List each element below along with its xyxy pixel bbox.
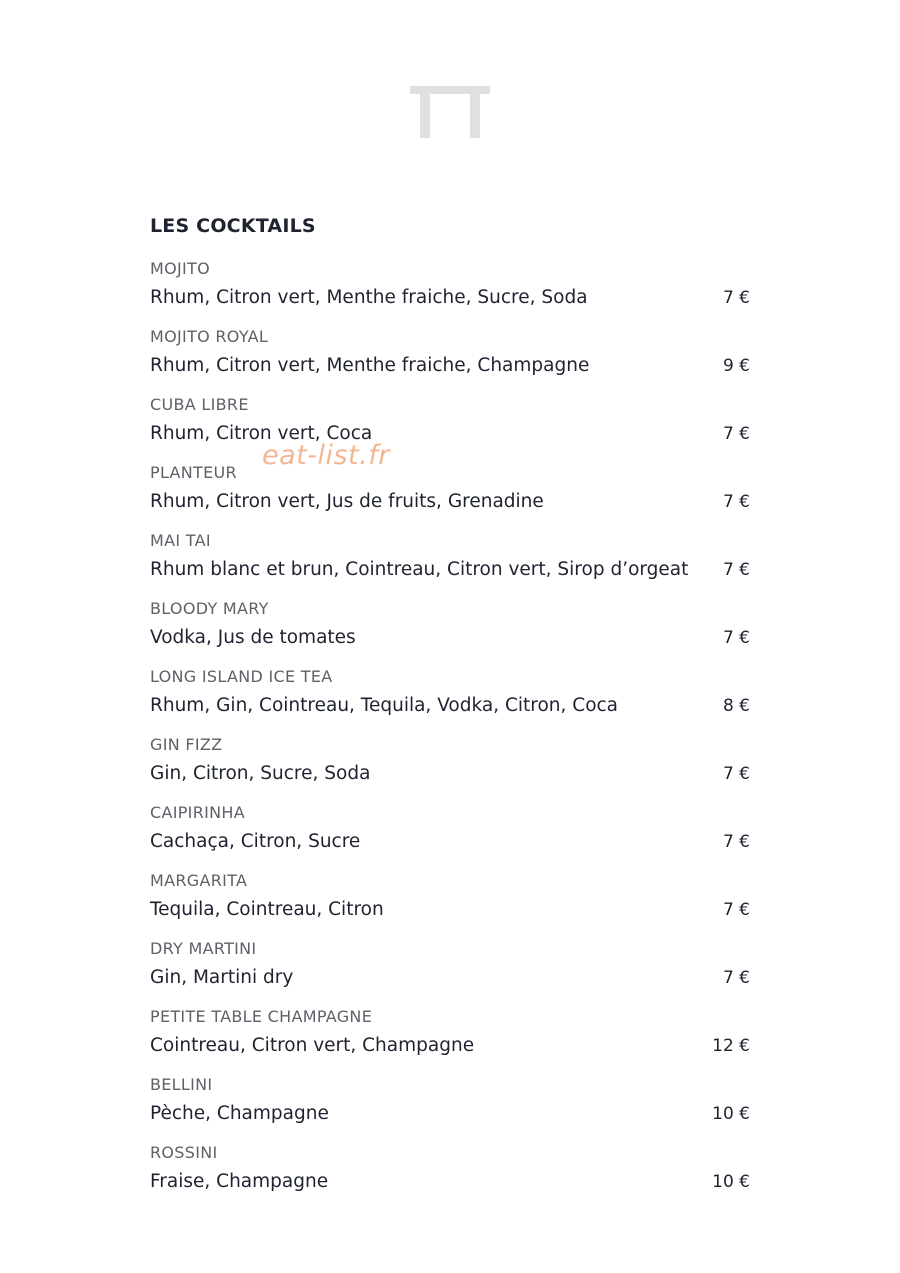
item-description: Fraise, Champagne [150, 1171, 329, 1192]
item-price: 12 € [712, 1036, 750, 1056]
item-description: Rhum, Citron vert, Menthe fraiche, Champagne [150, 355, 590, 376]
item-price: 7 € [722, 560, 750, 580]
logo-right-leg [470, 86, 480, 138]
item-description: Cachaça, Citron, Sucre [150, 831, 361, 852]
item-price: 7 € [722, 492, 750, 512]
menu-item [150, 461, 750, 529]
item-price: 9 € [722, 356, 750, 376]
item-price: 7 € [722, 900, 750, 920]
item-name: PETITE TABLE CHAMPAGNE [150, 1007, 373, 1026]
menu-item [150, 325, 750, 393]
item-name: MARGARITA [150, 871, 248, 890]
item-name: MOJITO [150, 259, 211, 278]
item-price: 7 € [722, 424, 750, 444]
item-description: Vodka, Jus de tomates [150, 627, 356, 648]
logo-left-leg [420, 86, 430, 138]
menu-item [150, 257, 750, 325]
item-description: Tequila, Cointreau, Citron [150, 899, 384, 920]
menu-item [150, 869, 750, 937]
menu-item [150, 1141, 750, 1209]
cocktail-list [150, 257, 750, 1209]
item-description: Gin, Martini dry [150, 967, 294, 988]
menu-item [150, 937, 750, 1005]
section-title: LES COCKTAILS [150, 215, 316, 237]
item-name: MAI TAI [150, 531, 211, 550]
item-price: 7 € [722, 968, 750, 988]
item-name: PLANTEUR [150, 463, 237, 482]
menu-item [150, 801, 750, 869]
item-description: Gin, Citron, Sucre, Soda [150, 763, 371, 784]
item-name: BLOODY MARY [150, 599, 269, 618]
item-description: Pèche, Champagne [150, 1103, 329, 1124]
item-price: 7 € [722, 832, 750, 852]
table-logo-icon [410, 86, 490, 138]
item-price: 10 € [712, 1104, 750, 1124]
item-description: Cointreau, Citron vert, Champagne [150, 1035, 475, 1056]
item-price: 7 € [722, 288, 750, 308]
item-name: DRY MARTINI [150, 939, 257, 958]
menu-item [150, 393, 750, 461]
item-description: Rhum blanc et brun, Cointreau, Citron vert, Sirop d’orgeat [150, 559, 689, 580]
item-price: 8 € [722, 696, 750, 716]
item-price: 7 € [722, 764, 750, 784]
menu-item [150, 1005, 750, 1073]
menu-item [150, 665, 750, 733]
item-description: Rhum, Gin, Cointreau, Tequila, Vodka, Citron, Coca [150, 695, 619, 716]
item-description: Rhum, Citron vert, Coca [150, 423, 373, 444]
item-name: CUBA LIBRE [150, 395, 249, 414]
menu-item [150, 733, 750, 801]
item-name: ROSSINI [150, 1143, 218, 1162]
item-name: MOJITO ROYAL [150, 327, 269, 346]
item-name: LONG ISLAND ICE TEA [150, 667, 333, 686]
item-price: 10 € [712, 1172, 750, 1192]
item-description: Rhum, Citron vert, Jus de fruits, Grenadine [150, 491, 544, 512]
item-price: 7 € [722, 628, 750, 648]
menu-item [150, 529, 750, 597]
item-name: CAIPIRINHA [150, 803, 245, 822]
item-description: Rhum, Citron vert, Menthe fraiche, Sucre, Soda [150, 287, 588, 308]
item-name: GIN FIZZ [150, 735, 223, 754]
menu-item [150, 1073, 750, 1141]
item-name: BELLINI [150, 1075, 213, 1094]
menu-item [150, 597, 750, 665]
watermark-text: eat-list.fr [262, 440, 390, 471]
